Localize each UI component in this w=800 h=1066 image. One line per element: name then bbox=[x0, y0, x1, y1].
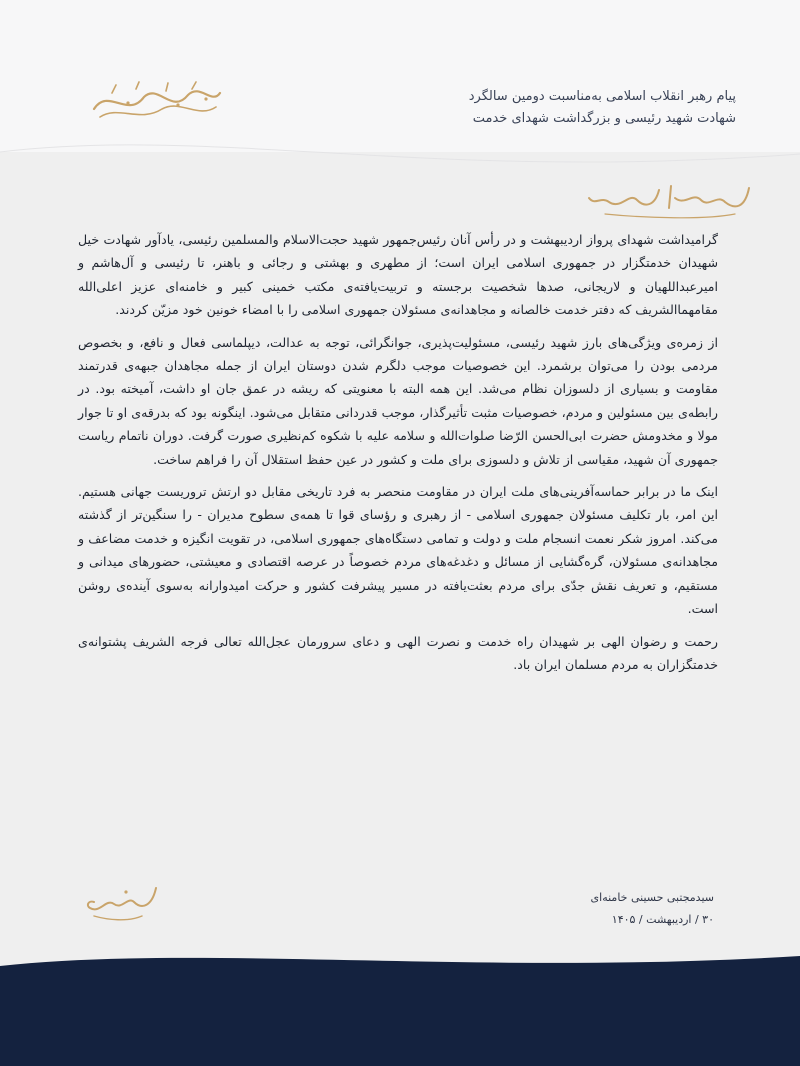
header-title-line1: پیام رهبر انقلاب اسلامی به‌مناسبت دومین سالگرد bbox=[468, 89, 736, 104]
paragraph: از زمره‌ی ویژگی‌های بارز شهید رئیسی، مسئولیت‌پذیری، جوانگرائی، توجه به عدالت، دیپلماسی فعال و نافع، و بخصوص مردمی بودن را می‌توان برشمرد. این خصوصیات موجب دلگرم شدن دوستان ایران از جمله مجاهدان جبهه‌ی قدرتمند مقاومت و بسیاری از دلسوزان نظام می‌شد. این همه البته با معنویتی که ریشه در عمق جان او داشت، آمیخته بود. در رابطه‌ی بین مسئولین و مردم، خصوصیات مثبت تأثیرگذار، موجب قدردانی متقابل می‌شود. اینگونه بود که بدرقه‌ی او تا جوار مولا و مخدومش حضرت ابی‌الحسن الرّضا صلوات‌الله و سلامه علیه با شکوه کم‌نظیری صورت گرفت. دوران ناتمام ریاست جمهوری آن شهید، مقیاسی از تلاش و دلسوزی برای ملت و کشور در عین حفظ استقلال آن را فراهم ساخت. bbox=[78, 334, 718, 467]
header-title-line2: شهادت شهید رئیسی و بزرگداشت شهدای خدمت bbox=[472, 111, 736, 126]
handwritten-signature-icon bbox=[82, 880, 162, 926]
paragraph: رحمت و رضوان الهی بر شهیدان راه خدمت و نصرت الهی و دعای سرورمان عجل‌الله تعالی فرجه الشریف پشتوانه‌ی خدمتگزاران به مردم مسلمان ایران باد. bbox=[78, 633, 718, 672]
header-title bbox=[316, 86, 736, 130]
paragraph: اینک ما در برابر حماسه‌آفرینی‌های ملت ایران در مقاومت منحصر به فرد تاریخی مقابل دو ارتش تروریست جهانی هستیم. این امر، بار تکلیف مسئولان جمهوری اسلامی - از رهبری و رؤسای قوا تا همه‌ی سطوح مدیران - را سنگین‌تر از گذشته می‌کند. امروز شکر نعمت انسجام ملت و دولت و تمامی دستگاه‌های جمهوری اسلامی، در تقویت انگیزه و خدمت مضاعف و مجاهدانه‌ی مسئولان، گره‌گشایی از مسائل و دغدغه‌های مردم خصوصاً در عرصه اقتصادی و معیشتی، حضورهای میدانی و مستقیم، و تعریف نقش جدّی برای مردم بعثت‌یافته در مسیر پیشرفت کشور و حرکت امیدوارانه به‌سوی آینده‌ی روشن است. bbox=[78, 484, 718, 617]
signature-date: ۳۰ / اردیبهشت / ۱۴۰۵ bbox=[611, 913, 714, 926]
signature-name: سید‌مجتبی حسینی خامنه‌ای bbox=[590, 891, 714, 904]
paragraph: گرامیداشت شهدای پرواز اردیبهشت و در رأس آنان رئیس‌جمهور شهید حجت‌الاسلام والمسلمین رئیسی، یادآور شهادت خیل شهیدان خدمتگزار در جمهوری اسلامی ایران است؛ از مطهری و بهشتی و رجائی و باهنر، تا رئیسی و آل‌هاشم و امیرعبداللهیان و لاریجانی، صدها شخصیت برجسته و تربیت‌یافته‌ی مکتب خمینی کبیر و خامنه‌ای عزیز اعلی‌الله مقامهما‌الشریف که دفتر خدمت خالصانه و مجاهدانه‌ی مسئولان جمهوری اسلامی را با امضاء خونین خود مزیّن کردند. bbox=[78, 232, 718, 318]
signature-block bbox=[474, 883, 714, 927]
statement-body bbox=[78, 228, 718, 685]
footer-band bbox=[0, 966, 800, 1066]
basmala-calligraphy-icon bbox=[585, 178, 755, 222]
seal-icon bbox=[88, 79, 226, 127]
